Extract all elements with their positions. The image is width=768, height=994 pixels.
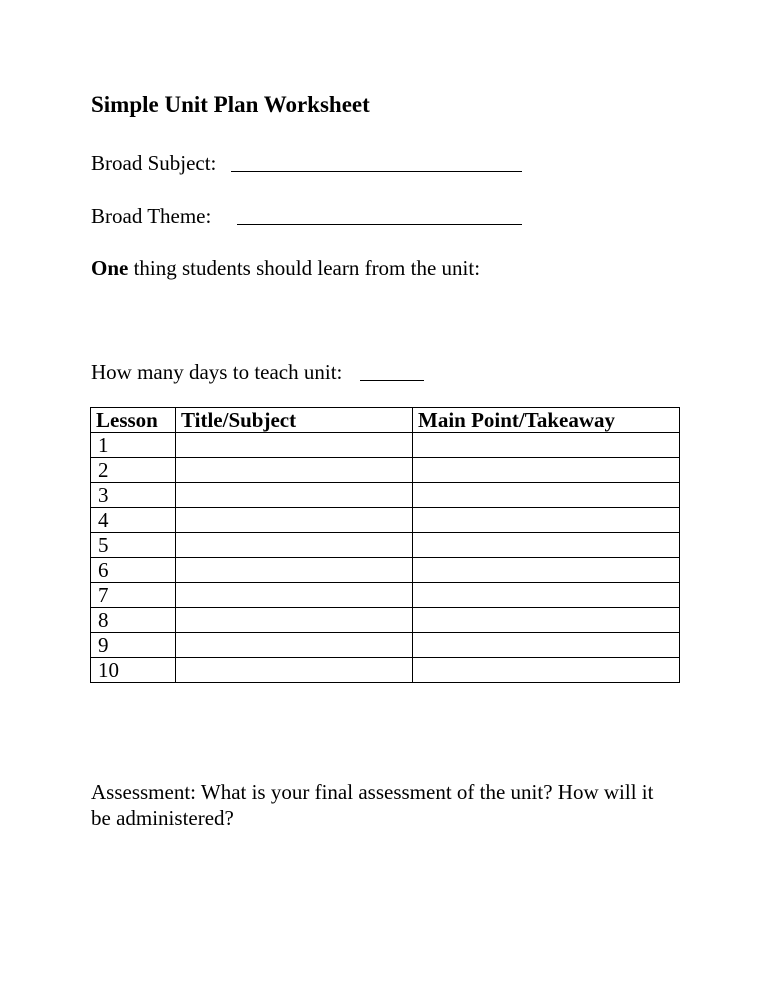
lesson-number: 1 (91, 433, 176, 458)
title-subject-cell[interactable] (176, 458, 413, 483)
lesson-number: 10 (91, 658, 176, 683)
main-point-cell[interactable] (413, 508, 680, 533)
assessment-prompt: Assessment: What is your final assessment of the unit? How will it be administered? (91, 780, 654, 830)
main-point-column-header: Main Point/Takeaway (413, 408, 680, 433)
page-title: Simple Unit Plan Worksheet (91, 92, 370, 117)
title-subject-cell[interactable] (176, 658, 413, 683)
title-subject-cell[interactable] (176, 483, 413, 508)
days-line (91, 358, 424, 385)
days-label: How many days to teach unit: (91, 360, 343, 384)
days-field[interactable] (360, 360, 424, 381)
one-thing-bold: One (91, 256, 129, 280)
main-point-cell[interactable] (413, 583, 680, 608)
lesson-table (90, 407, 680, 683)
table-row (91, 533, 680, 558)
title-subject-cell[interactable] (176, 508, 413, 533)
lesson-number: 4 (91, 508, 176, 533)
table-row (91, 608, 680, 633)
main-point-cell[interactable] (413, 608, 680, 633)
broad-subject-field[interactable] (231, 151, 522, 172)
table-row (91, 458, 680, 483)
main-point-cell[interactable] (413, 533, 680, 558)
one-thing-prompt (91, 255, 480, 281)
main-point-cell[interactable] (413, 458, 680, 483)
main-point-cell[interactable] (413, 633, 680, 658)
title-subject-cell[interactable] (176, 608, 413, 633)
table-row (91, 558, 680, 583)
table-row (91, 433, 680, 458)
title-subject-cell[interactable] (176, 433, 413, 458)
lesson-number: 3 (91, 483, 176, 508)
table-row (91, 633, 680, 658)
lesson-column-header: Lesson (91, 408, 176, 433)
table-row (91, 483, 680, 508)
title-subject-cell[interactable] (176, 533, 413, 558)
lesson-number: 8 (91, 608, 176, 633)
title-subject-cell[interactable] (176, 558, 413, 583)
title-subject-column-header: Title/Subject (176, 408, 413, 433)
table-row (91, 508, 680, 533)
title-subject-cell[interactable] (176, 633, 413, 658)
table-row (91, 583, 680, 608)
main-point-cell[interactable] (413, 433, 680, 458)
lesson-number: 7 (91, 583, 176, 608)
broad-theme-line (91, 202, 522, 229)
lesson-number: 6 (91, 558, 176, 583)
main-point-cell[interactable] (413, 658, 680, 683)
broad-subject-line (91, 149, 522, 176)
lesson-number: 2 (91, 458, 176, 483)
main-point-cell[interactable] (413, 483, 680, 508)
broad-subject-label: Broad Subject: (91, 151, 217, 175)
broad-theme-field[interactable] (237, 204, 522, 225)
main-point-cell[interactable] (413, 558, 680, 583)
lesson-number: 9 (91, 633, 176, 658)
table-header-row (91, 408, 680, 433)
table-row (91, 658, 680, 683)
broad-theme-label: Broad Theme: (91, 204, 212, 228)
lesson-number: 5 (91, 533, 176, 558)
title-subject-cell[interactable] (176, 583, 413, 608)
one-thing-rest: thing students should learn from the unit: (128, 256, 481, 280)
